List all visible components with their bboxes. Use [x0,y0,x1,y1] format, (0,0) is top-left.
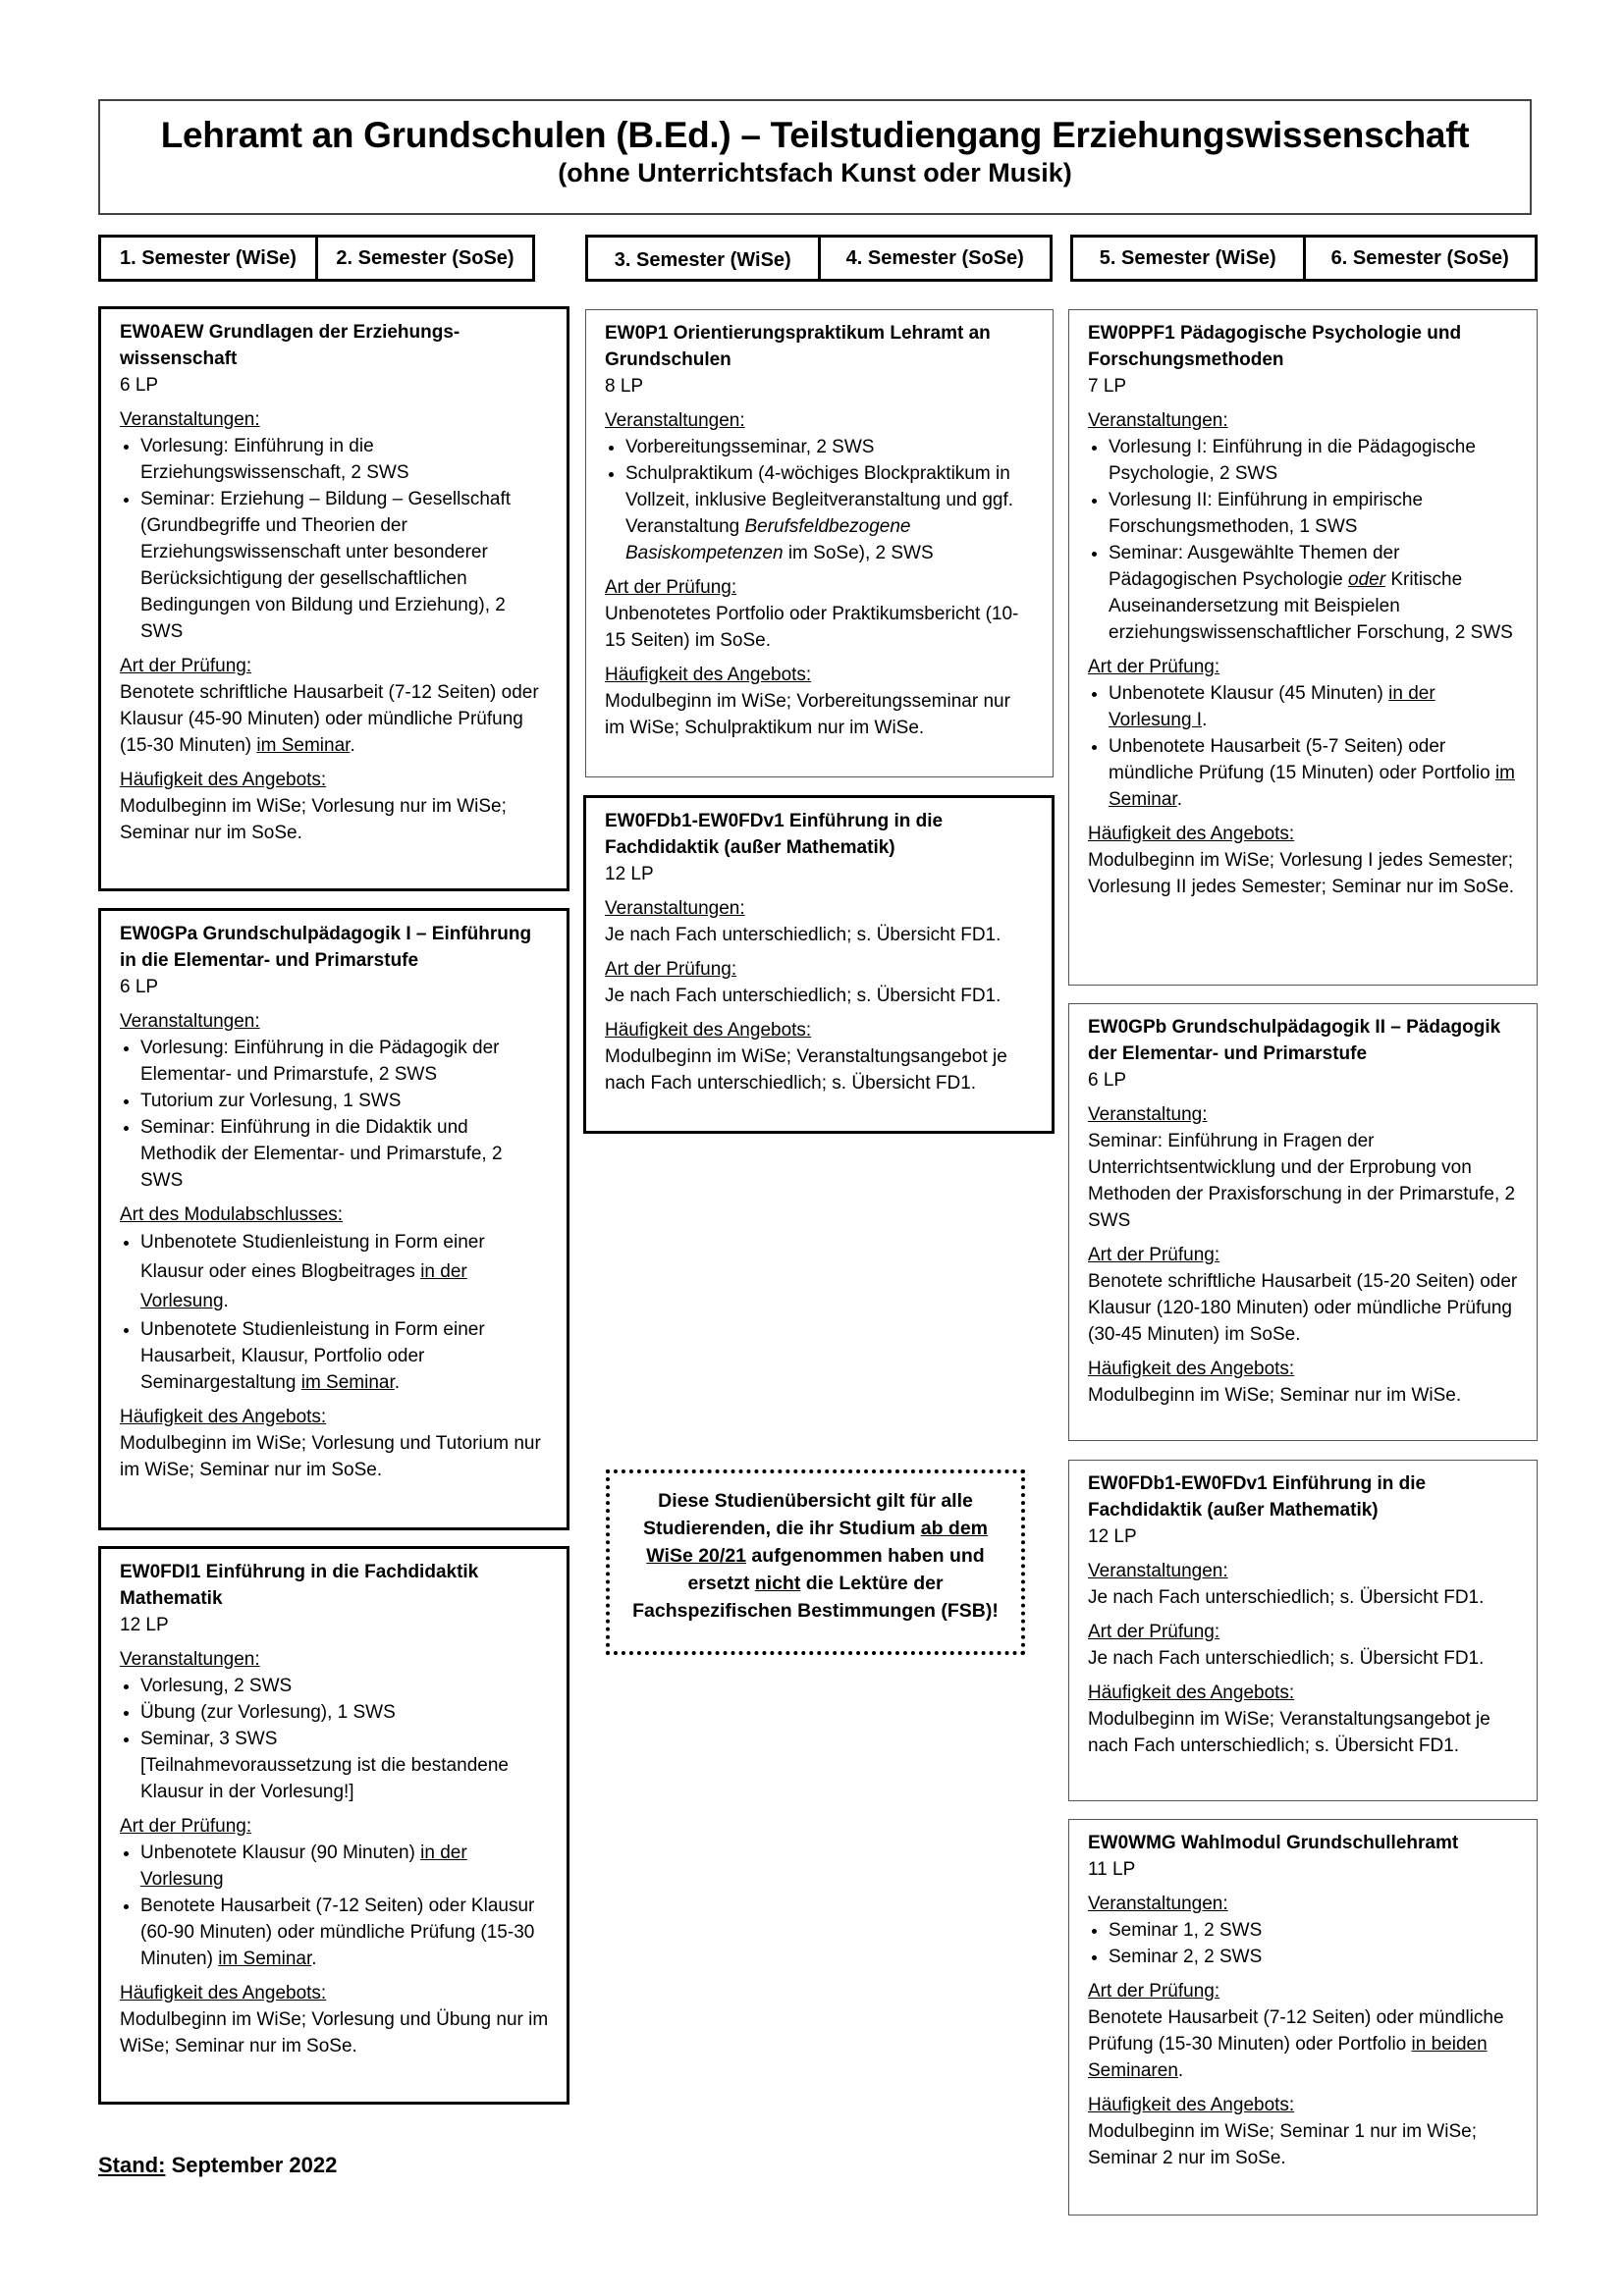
section-label: Veranstaltungen: [1088,1894,1228,1914]
module-lp: 6 LP [1088,1070,1127,1091]
frequency-text: Modulbeginn im WiSe; Veranstaltungsangebot je nach Fach unterschiedlich; s. Übersicht FD1. [1088,1709,1490,1756]
exam-text: Benotete schriftliche Hausarbeit (7-12 Seiten) oder Klausur (45-90 Minuten) oder mündliche Prüfung (15-30 Minuten) im Seminar. [120,682,539,756]
section-label: Art der Prüfung: [1088,657,1220,677]
module-ew0gpa [98,908,569,1530]
section-label: Art der Prüfung: [1088,1981,1220,2002]
frequency-text: Modulbeginn im WiSe; Vorlesung und Übung nur im WiSe; Seminar nur im SoSe. [120,2009,549,2056]
frequency-text: Modulbeginn im WiSe; Vorlesung und Tutorium nur im WiSe; Seminar nur im SoSe. [120,1433,541,1480]
list-item: • Unbenotete Studienleistung in Form einer Hausarbeit, Klausur, Portfolio oder Seminargestaltung im Seminar. [140,1316,549,1396]
list-item: • Vorlesung: Einführung in die Erziehungswissenschaft, 2 SWS [140,433,549,486]
module-title: EW0GPb Grundschulpädagogik II – Pädagogik der Elementar- und Primarstufe [1088,1017,1501,1064]
course-list [1088,434,1519,646]
module-ew0fdb1-ew0fdv1 [583,795,1055,1134]
frequency-text: Modulbeginn im WiSe; Vorlesung I jedes Semester; Vorlesung II jedes Semester; Seminar nur im SoSe. [1088,850,1515,897]
section-label: Art der Prüfung: [120,1816,252,1837]
section-label: Veranstaltungen: [120,1011,260,1032]
module-lp: 7 LP [1088,376,1127,397]
exam-list [1088,680,1519,813]
semester-header-3-4 [585,235,1053,282]
semester-header-1-2 [98,235,535,282]
section-label: Art der Prüfung: [605,577,737,598]
module-ew0ppf1 [1068,309,1538,986]
section-label: Art der Prüfung: [120,656,252,676]
module-lp: 12 LP [120,1615,169,1635]
module-ew0fdi1 [98,1546,569,2105]
course-text: Je nach Fach unterschiedlich; s. Übersicht FD1. [605,925,1001,945]
section-label: Veranstaltungen: [605,898,745,919]
section-label: Art der Prüfung: [605,959,737,980]
list-item: • Übung (zur Vorlesung), 1 SWS [140,1699,549,1726]
section-label: Veranstaltungen: [1088,1561,1228,1581]
section-label: Art des Modulabschlusses: [120,1204,344,1225]
section-label: Veranstaltung: [1088,1104,1208,1125]
list-item: • Vorbereitungsseminar, 2 SWS [625,434,1035,460]
list-item: • Vorlesung, 2 SWS [140,1673,549,1699]
course-list [605,434,1035,566]
module-ew0wmg [1068,1819,1538,2216]
section-label: Veranstaltungen: [605,410,745,431]
module-lp: 12 LP [605,864,654,884]
list-item: • Unbenotete Hausarbeit (5-7 Seiten) oder mündliche Prüfung (15 Minuten) oder Portfolio im Seminar. [1109,733,1519,813]
semester-6: 6. Semester (SoSe) [1303,238,1536,279]
course-text: Seminar: Einführung in Fragen der Unterrichtsentwicklung und der Erprobung von Methoden der Praxisforschung in der Primarstufe, 2 SWS [1088,1131,1516,1231]
page-subtitle: (ohne Unterrichtsfach Kunst oder Musik) [558,158,1072,187]
list-item: • Seminar: Ausgewählte Themen der Pädagogischen Psychologie oder Kritische Auseinandersetzung mit Beispielen erziehungswissenschaftlicher Forschung, 2 SWS [1109,540,1519,646]
section-label: Häufigkeit des Angebots: [1088,1359,1295,1379]
course-list [120,1035,549,1194]
section-label: Art der Prüfung: [1088,1245,1220,1265]
footer-label: Stand: [98,2153,166,2177]
footer-date [98,2153,337,2178]
frequency-text: Modulbeginn im WiSe; Vorlesung nur im WiSe; Seminar nur im SoSe. [120,796,507,843]
module-title: EW0PPF1 Pädagogische Psychologie und Forschungsmethoden [1088,323,1462,370]
list-item: • Vorlesung II: Einführung in empirische Forschungsmethoden, 1 SWS [1109,487,1519,540]
semester-5: 5. Semester (WiSe) [1099,246,1276,269]
list-item: • Unbenotete Klausur (90 Minuten) in der Vorlesung [140,1840,549,1893]
semester-2: 2. Semester (SoSe) [315,238,532,279]
section-label: Häufigkeit des Angebots: [120,1983,327,2003]
list-item: • Seminar, 3 SWS [Teilnahmevoraussetzung ist die bestandene Klausur in der Vorlesung!] [140,1726,549,1805]
list-item: • Vorlesung I: Einführung in die Pädagogische Psychologie, 2 SWS [1109,434,1519,487]
exam-text: Unbenotetes Portfolio oder Praktikumsbericht (10-15 Seiten) im SoSe. [605,604,1019,651]
module-ew0aew [98,306,569,891]
list-item: • Unbenotete Studienleistung in Form einer Klausur oder eines Blogbeitrages in der Vorlesung. [140,1228,549,1316]
section-label: Veranstaltungen: [120,1649,260,1670]
list-item: • Seminar 1, 2 SWS [1109,1917,1519,1944]
module-lp: 6 LP [120,977,159,997]
module-title: EW0WMG Wahlmodul Grundschullehramt [1088,1833,1459,1853]
assessment-list [120,1228,549,1396]
course-text: Je nach Fach unterschiedlich; s. Übersicht FD1. [1088,1587,1485,1608]
section-label: Veranstaltungen: [120,409,260,430]
module-lp: 8 LP [605,376,644,397]
exam-list [120,1840,549,1972]
semester-3: 3. Semester (WiSe) [614,248,791,271]
semester-4: 4. Semester (SoSe) [818,238,1051,279]
section-label: Veranstaltungen: [1088,410,1228,431]
module-title: EW0P1 Orientierungspraktikum Lehramt an Grundschulen [605,323,991,370]
page-title: Lehramt an Grundschulen (B.Ed.) – Teilstudiengang Erziehungswissenschaft [160,115,1470,155]
module-lp: 6 LP [120,375,159,396]
exam-text: Benotete schriftliche Hausarbeit (15-20 Seiten) oder Klausur (120-180 Minuten) oder mündliche Prüfung (30-45 Minuten) im SoSe. [1088,1271,1518,1345]
list-item: • Tutorium zur Vorlesung, 1 SWS [140,1088,549,1114]
section-label: Häufigkeit des Angebots: [605,1020,812,1041]
section-label: Art der Prüfung: [1088,1622,1220,1642]
module-title: EW0AEW Grundlagen der Erziehungs-wissenschaft [120,322,460,369]
course-list [120,433,549,645]
notice-box: Diese Studienübersicht gilt für alle Studierenden, die ihr Studium ab dem WiSe 20/21 aufgenommen haben und ersetzt nicht die Lektüre der Fachspezifischen Bestimmungen (FSB)! [606,1469,1025,1655]
module-title: EW0FDb1-EW0FDv1 Einführung in die Fachdidaktik (außer Mathematik) [605,811,944,858]
list-item: • Schulpraktikum (4-wöchiges Blockpraktikum in Vollzeit, inklusive Begleitveranstaltung und ggf. Veranstaltung Berufsfeldbezogene Basiskompetenzen im SoSe), 2 SWS [625,460,1035,566]
section-label: Häufigkeit des Angebots: [120,1407,327,1427]
frequency-text: Modulbeginn im WiSe; Seminar nur im WiSe. [1088,1385,1462,1406]
footer-value: September 2022 [165,2153,338,2177]
title-box [98,99,1532,215]
module-title: EW0FDI1 Einführung in die Fachdidaktik Mathematik [120,1562,479,1609]
frequency-text: Modulbeginn im WiSe; Vorbereitungsseminar nur im WiSe; Schulpraktikum nur im WiSe. [605,691,1010,738]
course-list [1088,1917,1519,1970]
prerequisite-note: [Teilnahmevoraussetzung ist die bestandene Klausur in der Vorlesung!] [140,1755,509,1802]
exam-text: Je nach Fach unterschiedlich; s. Übersicht FD1. [605,986,1001,1006]
module-title: EW0GPa Grundschulpädagogik I – Einführung in die Elementar- und Primarstufe [120,924,532,971]
semester-header-5-6 [1070,235,1538,282]
list-item: • Seminar 2, 2 SWS [1109,1944,1519,1970]
list-item: • Seminar: Einführung in die Didaktik und Methodik der Elementar- und Primarstufe, 2 SWS [140,1114,549,1194]
section-label: Häufigkeit des Angebots: [120,770,327,790]
section-label: Häufigkeit des Angebots: [1088,824,1295,844]
section-label: Häufigkeit des Angebots: [605,665,812,685]
section-label: Häufigkeit des Angebots: [1088,1682,1295,1703]
module-ew0gpb [1068,1003,1538,1441]
list-item: • Vorlesung: Einführung in die Pädagogik der Elementar- und Primarstufe, 2 SWS [140,1035,549,1088]
module-ew0p1 [585,309,1054,777]
frequency-text: Modulbeginn im WiSe; Veranstaltungsangebot je nach Fach unterschiedlich; s. Übersicht FD1. [605,1046,1007,1094]
exam-text: Je nach Fach unterschiedlich; s. Übersicht FD1. [1088,1648,1485,1669]
module-lp: 11 LP [1088,1859,1136,1880]
course-list [120,1673,549,1805]
list-item: • Seminar: Erziehung – Bildung – Gesellschaft (Grundbegriffe und Theorien der Erziehungswissenschaft unter besonderer Berücksichtigung der gesellschaftlichen Bedingungen von Bildung und Erziehung), 2 SWS [140,486,549,645]
semester-1: 1. Semester (WiSe) [120,246,297,269]
frequency-text: Modulbeginn im WiSe; Seminar 1 nur im WiSe; Seminar 2 nur im SoSe. [1088,2121,1477,2168]
list-item: • Unbenotete Klausur (45 Minuten) in der Vorlesung I. [1109,680,1519,733]
module-lp: 12 LP [1088,1526,1137,1547]
section-label: Häufigkeit des Angebots: [1088,2095,1295,2115]
exam-text: Benotete Hausarbeit (7-12 Seiten) oder mündliche Prüfung (15-30 Minuten) oder Portfolio in beiden Seminaren. [1088,2007,1504,2081]
list-item: • Benotete Hausarbeit (7-12 Seiten) oder Klausur (60-90 Minuten) oder mündliche Prüfung (15-30 Minuten) im Seminar. [140,1893,549,1972]
module-title: EW0FDb1-EW0FDv1 Einführung in die Fachdidaktik (außer Mathematik) [1088,1473,1427,1521]
module-ew0fdb1-ew0fdv1-b [1068,1460,1538,1801]
